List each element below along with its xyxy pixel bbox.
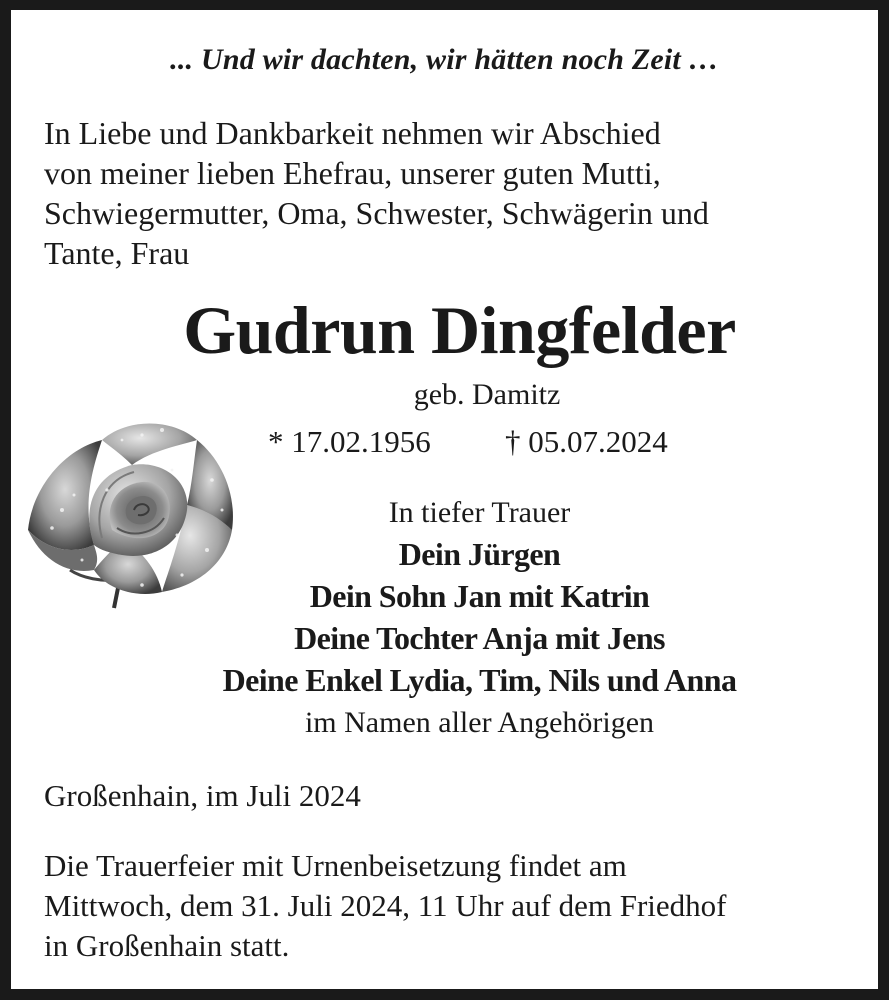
service-line: Die Trauerfeier mit Urnenbeisetzung findet am bbox=[44, 848, 627, 883]
mourner-name: Deine Tochter Anja mit Jens bbox=[294, 620, 665, 656]
mourner-name: Dein Sohn Jan mit Katrin bbox=[309, 578, 650, 614]
service-line: in Großenhain statt. bbox=[44, 928, 290, 963]
intro-line: In Liebe und Dankbarkeit nehmen wir Abschied bbox=[44, 115, 661, 151]
intro-line: von meiner lieben Ehefrau, unserer guten Mutti, bbox=[44, 155, 661, 191]
intro-line: Tante, Frau bbox=[44, 235, 190, 271]
birth-date: * 17.02.1956 bbox=[268, 424, 431, 459]
maiden-name: geb. Damitz bbox=[413, 378, 561, 411]
mourner-name: Deine Enkel Lydia, Tim, Nils und Anna bbox=[222, 662, 737, 698]
motto: ... Und wir dachten, wir hätten noch Zeit … bbox=[170, 43, 719, 76]
service-line: Mittwoch, dem 31. Juli 2024, 11 Uhr auf dem Friedhof bbox=[44, 888, 727, 923]
place-date: Großenhain, im Juli 2024 bbox=[44, 778, 361, 813]
service-info bbox=[44, 846, 844, 966]
mourners-block bbox=[70, 493, 889, 743]
intro-line: Schwiegermutter, Oma, Schwester, Schwägerin und bbox=[44, 195, 709, 231]
mourners-closing: im Namen aller Angehörigen bbox=[304, 706, 655, 739]
mourners-intro: In tiefer Trauer bbox=[388, 496, 571, 529]
death-date: † 05.07.2024 bbox=[505, 424, 668, 459]
mourner-name: Dein Jürgen bbox=[398, 536, 561, 572]
deceased-name: Gudrun Dingfelder bbox=[183, 292, 736, 368]
intro-text bbox=[44, 113, 844, 273]
